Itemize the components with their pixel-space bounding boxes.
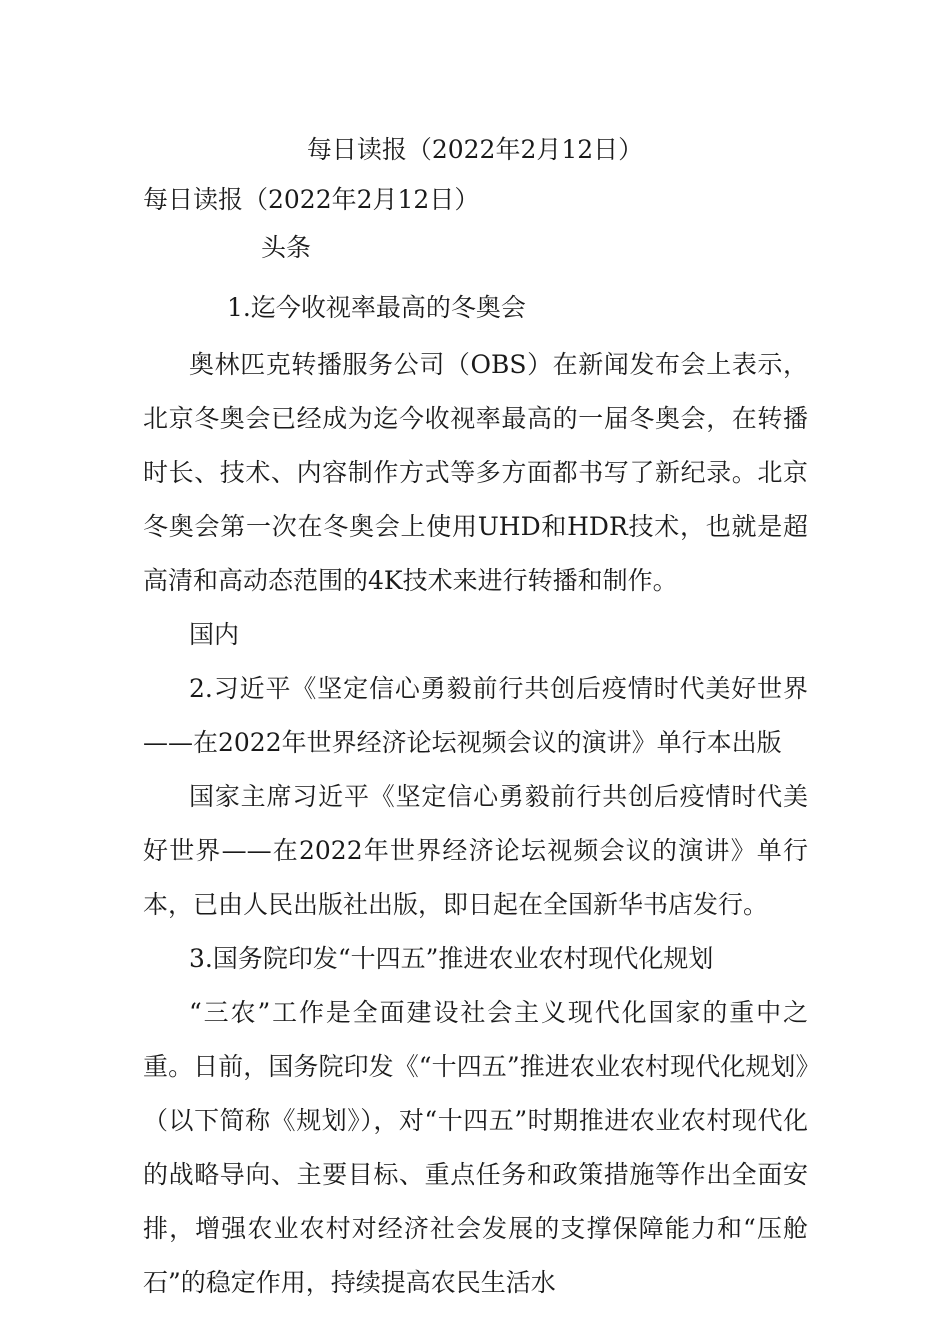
section-headline: 头条 <box>261 233 312 262</box>
item-3-heading: 3.国务院印发“十四五”推进农业农村现代化规划 <box>189 944 714 973</box>
item-1-heading: 1.迄今收视率最高的冬奥会 <box>227 293 526 322</box>
item-3-body: “三农”工作是全面建设社会主义现代化国家的重中之重。日前，国务院印发《“十四五”推进农业农村现代化规划》（以下简称《规划》），对“十四五”时期推进农业农村现代化的战略导向、主要目标、重点任务和政策措施等作出全面安排，增强农业农村对经济社会发展的支撑保障能力和“压舱石”的稳定作用，持续提高农民生活水 <box>143 998 808 1297</box>
category-domestic: 国内 <box>189 620 240 649</box>
item-2-body: 国家主席习近平《坚定信心勇毅前行共创后疫情时代美好世界——在2022年世界经济论坛视频会议的演讲》单行本，已由人民出版社出版，即日起在全国新华书店发行。 <box>143 782 808 919</box>
item-1-body: 奥林匹克转播服务公司（OBS）在新闻发布会上表示，北京冬奥会已经成为迄今收视率最高的一届冬奥会，在转播时长、技术、内容制作方式等多方面都书写了新纪录。北京冬奥会第一次在冬奥会上使用UHD和HDR技术，也就是超高清和高动态范围的4K技术来进行转播和制作。 <box>143 350 808 595</box>
document-title: 每日读报（2022年2月12日） <box>306 135 644 164</box>
document-subtitle: 每日读报（2022年2月12日） <box>143 185 480 214</box>
item-2-heading: 2.习近平《坚定信心勇毅前行共创后疫情时代美好世界——在2022年世界经济论坛视频会议的演讲》单行本出版 <box>143 674 808 757</box>
document-body <box>143 182 808 1310</box>
